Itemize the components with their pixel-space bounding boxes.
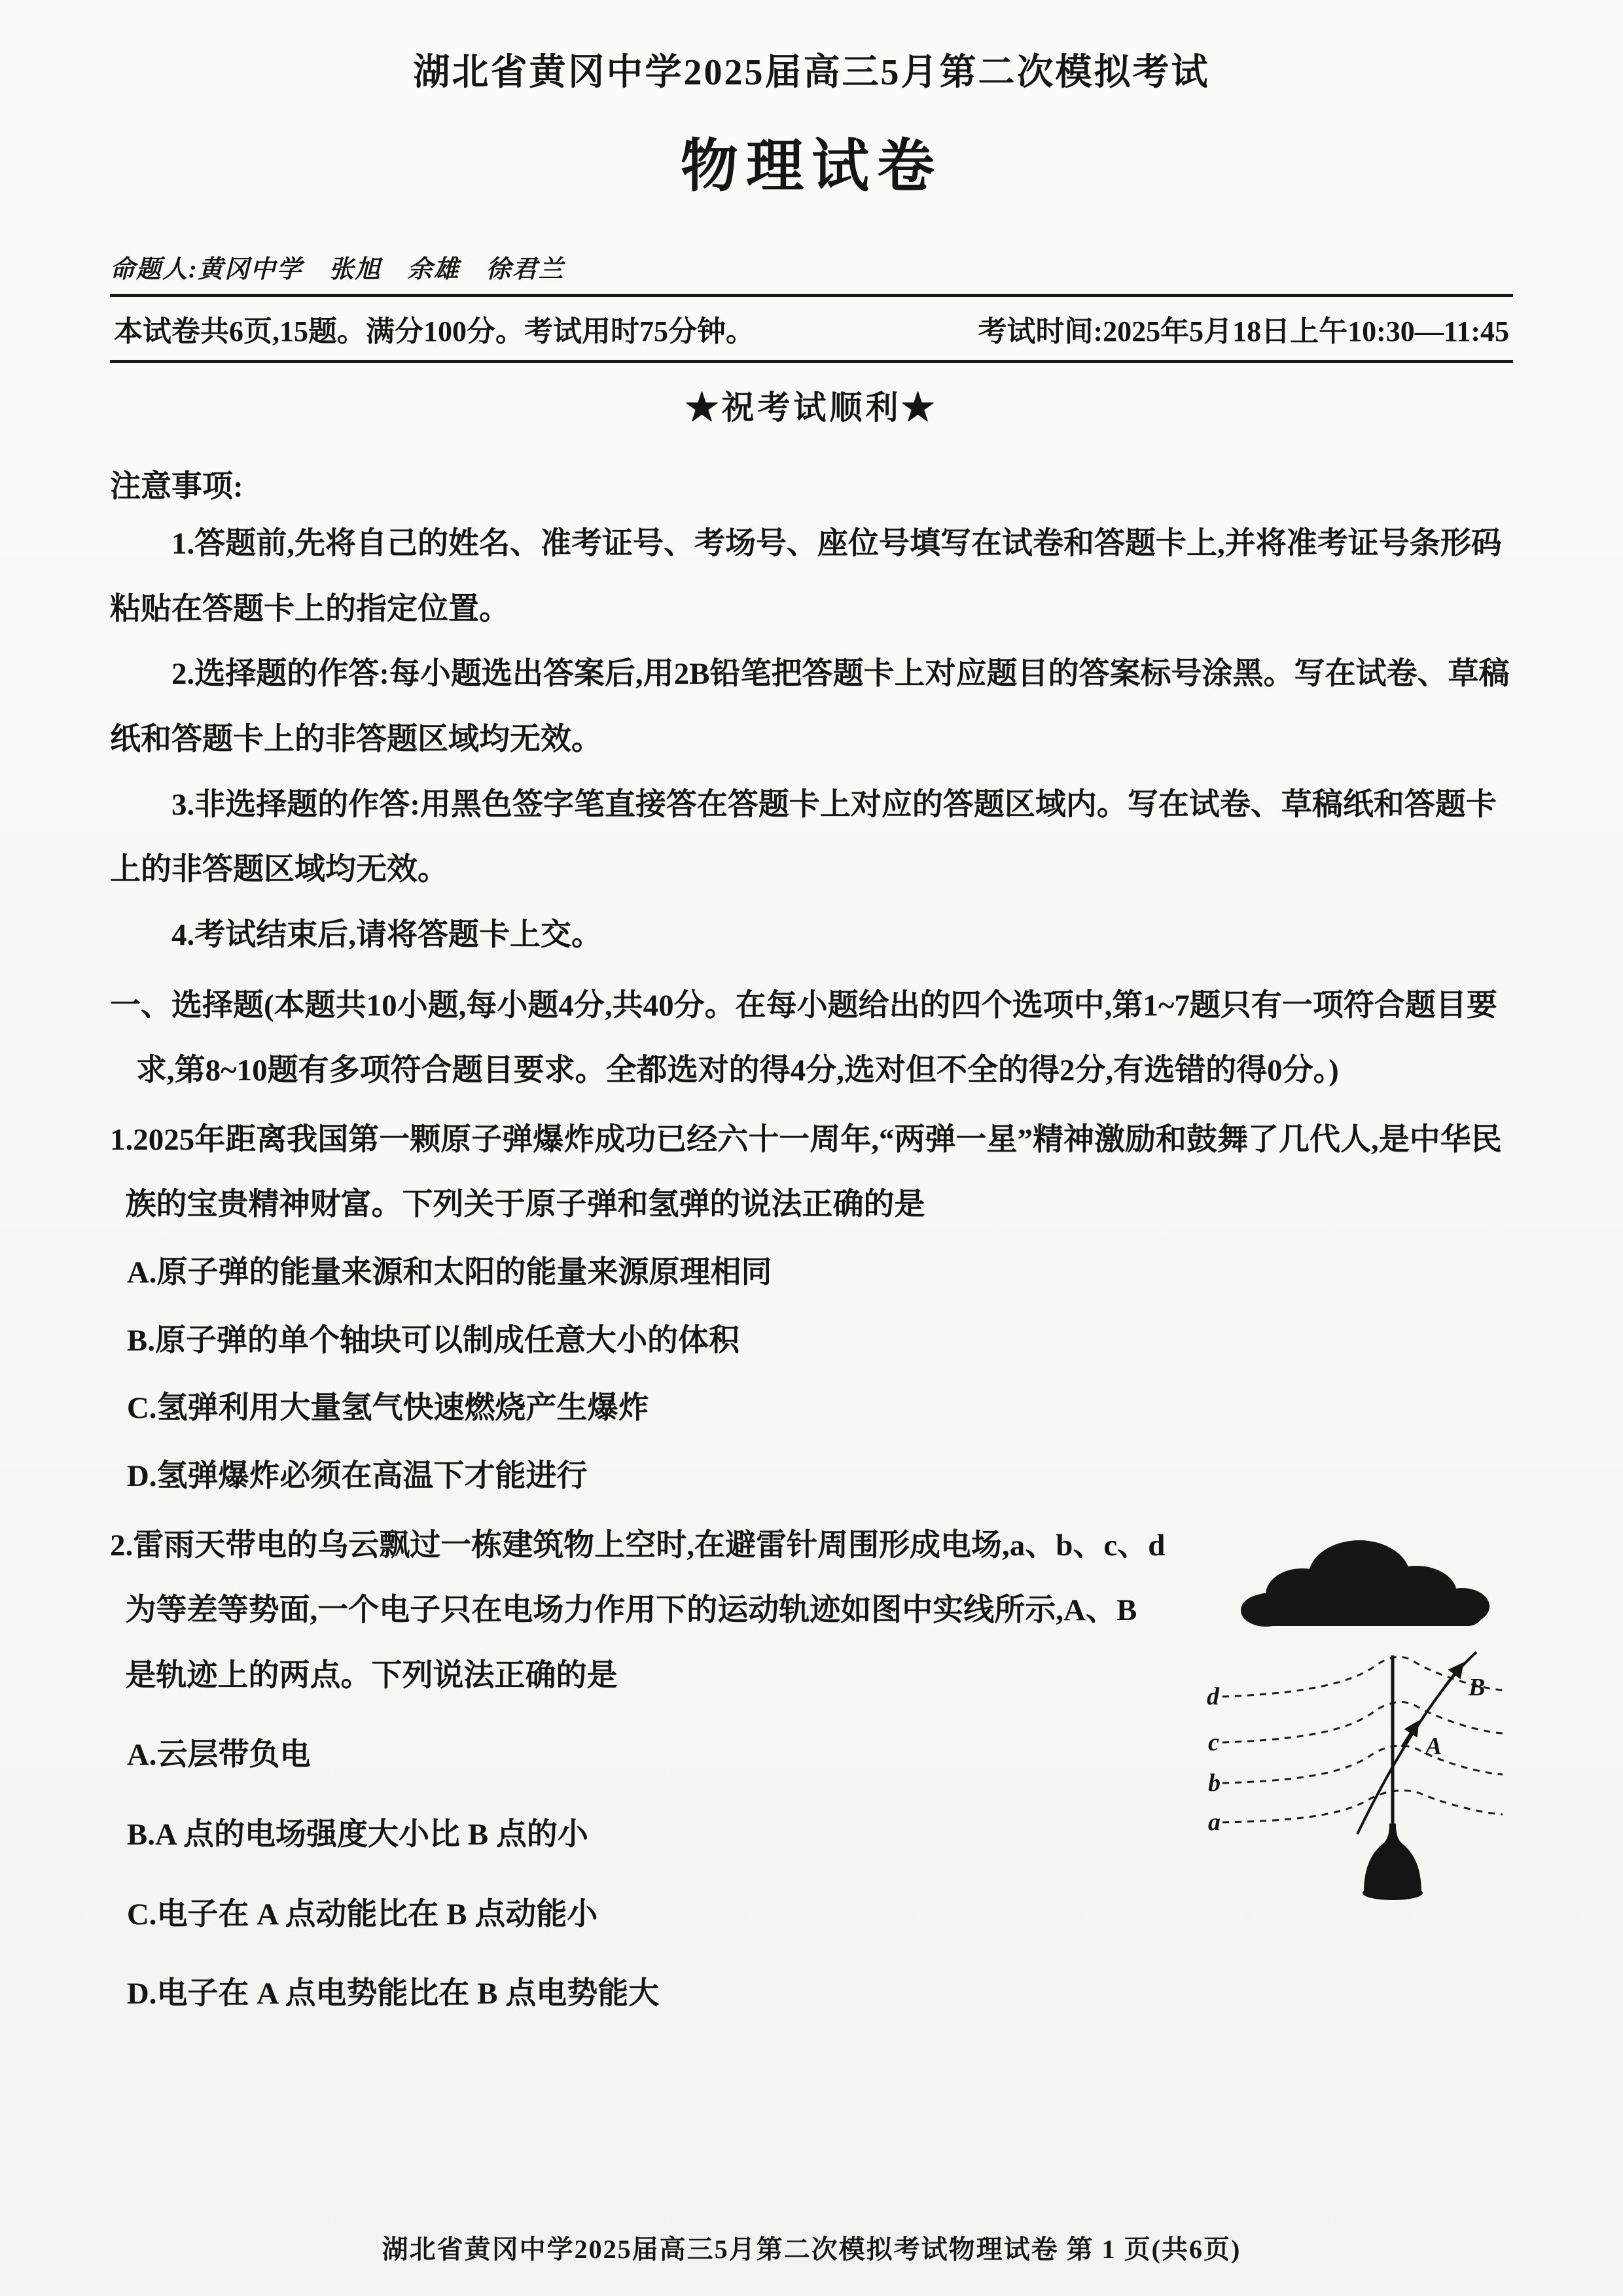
exam-info-right: 考试时间:2025年5月18日上午10:30—11:45 bbox=[978, 315, 1509, 347]
point-label-A: A bbox=[1425, 1732, 1442, 1760]
question-1-option-b: B.原子弹的单个轴块可以制成任意大小的体积 bbox=[126, 1323, 740, 1358]
question-2-option-d: D.电子在 A 点电势能比在 B 点电势能大 bbox=[126, 1977, 660, 2011]
question-1-option-d: D.氢弹爆炸必须在高温下才能进行 bbox=[126, 1458, 588, 1493]
notice-section bbox=[110, 512, 1513, 968]
question-2 bbox=[110, 1513, 1513, 2027]
question-1-option-c: C.氢弹利用大量氢气快速燃烧产生爆炸 bbox=[126, 1391, 649, 1426]
question-1-option-a: A.原子弹的能量来源和太阳的能量来源原理相同 bbox=[126, 1256, 772, 1290]
question-2-option-c: C.电子在 A 点动能比在 B 点动能小 bbox=[126, 1897, 598, 1932]
question-2-stem: 2.雷雨天带电的乌云飘过一栋建筑物上空时,在避雷针周围形成电场,a、b、c、d 为等差等势面,一个电子只在电场力作用下的运动轨迹如图中实线所示,A、B 是轨迹上的两点。下列说法正确的是 bbox=[110, 1528, 1166, 1693]
equipotential-label-a-icon: a bbox=[1208, 1808, 1221, 1836]
rod-base bbox=[1363, 1824, 1423, 1900]
equipotential-label-d-icon: d bbox=[1207, 1682, 1219, 1710]
wish-line: ★祝考试顺利★ bbox=[685, 389, 938, 426]
question-1 bbox=[110, 1108, 1513, 1510]
equipotential-label-b-icon: b bbox=[1208, 1769, 1221, 1797]
notice-item-2: 2.选择题的作答:每小题选出答案后,用2B铅笔把答题卡上对应题目的答案标号涂黑。写在试卷、草稿纸和答题卡上的非答题区域均无效。 bbox=[110, 657, 1510, 757]
storm-cloud-icon bbox=[1241, 1540, 1489, 1627]
section-1-heading: 一、选择题(本题共10小题,每小题4分,共40分。在每小题给出的四个选项中,第1~7题只有一项符合题目要求,第8~10题有多项符合题目要求。全都选对的得4分,选对但不全的得2分,有选错的得0分。) bbox=[110, 988, 1497, 1088]
exam-info-left: 本试卷共6页,15题。满分100分。考试用时75分钟。 bbox=[114, 315, 755, 347]
exam-header bbox=[110, 43, 1513, 429]
exam-body bbox=[110, 463, 1513, 2027]
notice-title: 注意事项: bbox=[110, 470, 243, 504]
question-1-stem: 1.2025年距离我国第一颗原子弹爆炸成功已经六十一周年,“两弹一星”精神激励和鼓舞了几代人,是中华民族的宝贵精神财富。下列关于原子弹和氢弹的说法正确的是 bbox=[110, 1122, 1502, 1222]
question-2-figure bbox=[1205, 1521, 1513, 1927]
point-label-B: B bbox=[1469, 1673, 1486, 1701]
page-footer: 湖北省黄冈中学2025届高三5月第二次模拟考试物理试卷 第 1 页(共6页) bbox=[382, 2234, 1241, 2264]
exam-title-line: 湖北省黄冈中学2025届高三5月第二次模拟考试 bbox=[413, 52, 1210, 93]
notice-item-4: 4.考试结束后,请将答题卡上交。 bbox=[171, 917, 602, 952]
velocity-arrow-A bbox=[1402, 1723, 1418, 1747]
electron-trajectory bbox=[1357, 1652, 1476, 1834]
velocity-arrow-B bbox=[1445, 1665, 1462, 1686]
notice-item-3: 3.非选择题的作答:用黑色签字笔直接答在答题卡上对应的答题区域内。写在试卷、草稿纸和答题卡上的非答题区域均无效。 bbox=[110, 787, 1497, 887]
question-2-option-b: B.A 点的电场强度大小比 B 点的小 bbox=[126, 1818, 588, 1852]
exam-info-strip bbox=[110, 294, 1513, 363]
question-1-options bbox=[110, 1241, 1513, 1510]
paper-title: 物理试卷 bbox=[680, 135, 942, 199]
equipotential-lines bbox=[1222, 1657, 1503, 1822]
notice-item-1: 1.答题前,先将自己的姓名、准考证号、考场号、座位号填写在试卷和答题卡上,并将准考证号条形码粘贴在答题卡上的指定位置。 bbox=[110, 527, 1502, 626]
equipotential-label-c-icon: c bbox=[1208, 1728, 1219, 1756]
authors-line: 命题人:黄冈中学 张旭 余雄 徐君兰 bbox=[110, 256, 565, 283]
question-2-option-a: A.云层带负电 bbox=[126, 1738, 311, 1773]
lightning-rod-diagram bbox=[1205, 1521, 1513, 1927]
